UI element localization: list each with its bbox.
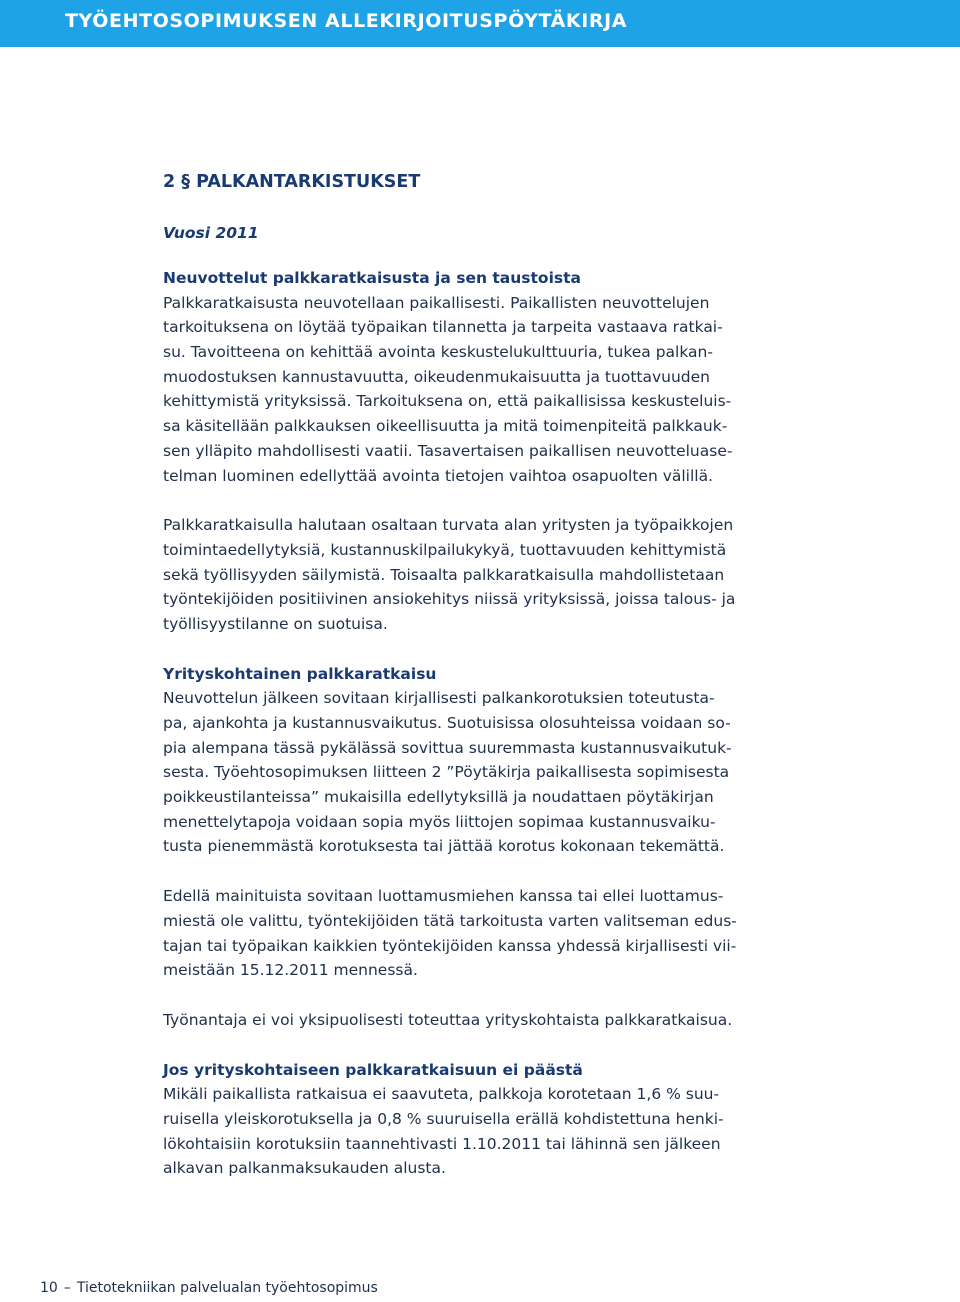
body-paragraph	[163, 884, 773, 983]
document-header-title: TYÖEHTOSOPIMUKSEN ALLEKIRJOITUSPÖYTÄKIRJA	[65, 10, 628, 32]
content-blocks	[163, 266, 773, 1181]
content-block	[163, 266, 773, 637]
body-paragraph	[163, 513, 773, 636]
text-line: toimintaedellytyksiä, kustannuskilpailukykyä, tuottavuuden kehittymistä	[163, 540, 727, 559]
text-line: työllisyystilanne on suotuisa.	[163, 614, 388, 633]
text-line: tusta pienemmästä korotuksesta tai jättää korotus kokonaan tekemättä.	[163, 837, 725, 856]
text-line: poikkeustilanteissa” mukaisilla edellytyksillä ja noudattaen pöytäkirjan	[163, 788, 714, 807]
text-line: su. Tavoitteena on kehittää avointa keskustelukulttuuria, tukea palkan-	[163, 343, 713, 362]
text-line: lökohtaisiin korotuksiin taannehtivasti 1.10.2011 tai lähinnä sen jälkeen	[163, 1134, 721, 1153]
text-line: sesta. Työehtosopimuksen liitteen 2 ”Pöytäkirja paikallisesta sopimisesta	[163, 763, 730, 782]
text-line: ruisella yleiskorotuksella ja 0,8 % suuruisella erällä kohdistettuna henki-	[163, 1109, 724, 1128]
text-line: Palkkaratkaisulla halutaan osaltaan turvata alan yritysten ja työpaikkojen	[163, 516, 734, 535]
page-footer	[40, 1280, 378, 1296]
body-paragraph	[163, 1008, 773, 1033]
text-line: Edellä mainituista sovitaan luottamusmiehen kanssa tai ellei luottamus-	[163, 887, 724, 906]
text-line: pa, ajankohta ja kustannusvaikutus. Suotuisissa olosuhteissa voidaan so-	[163, 714, 731, 733]
main-content	[163, 170, 773, 1181]
text-line: sa käsitellään palkkauksen oikeellisuutta ja mitä toimenpiteitä palkkauk-	[163, 417, 728, 436]
body-paragraph	[163, 686, 773, 859]
body-paragraph	[163, 291, 773, 489]
footer-document-title: Tietotekniikan palvelualan työehtosopimus	[76, 1280, 378, 1296]
text-line: telman luominen edellyttää avointa tietojen vaihtoa osapuolten välillä.	[163, 466, 714, 485]
block-heading: Jos yrityskohtaiseen palkkaratkaisuun ei päästä	[163, 1060, 583, 1079]
page-number: 10	[40, 1280, 58, 1296]
text-line: sen ylläpito mahdollisesti vaatii. Tasavertaisen paikallisen neuvotteluase-	[163, 441, 733, 460]
text-line: alkavan palkanmaksukauden alusta.	[163, 1159, 446, 1178]
text-line: miestä ole valittu, työntekijöiden tätä tarkoitusta varten valitseman edus-	[163, 911, 737, 930]
body-paragraph	[163, 1082, 773, 1181]
text-line: Palkkaratkaisusta neuvotellaan paikallisesti. Paikallisten neuvottelujen	[163, 293, 710, 312]
text-line: tarkoituksena on löytää työpaikan tilannetta ja tarpeita vastaava ratkai-	[163, 318, 723, 337]
text-line: muodostuksen kannustavuutta, oikeudenmukaisuutta ja tuottavuuden	[163, 367, 710, 386]
block-heading: Neuvottelut palkkaratkaisusta ja sen taustoista	[163, 269, 581, 287]
text-line: Työnantaja ei voi yksipuolisesti toteuttaa yrityskohtaista palkkaratkaisua.	[163, 1010, 733, 1029]
footer-separator: –	[63, 1280, 71, 1296]
content-block	[163, 662, 773, 1033]
text-line: työntekijöiden positiivinen ansiokehitys niissä yrityksissä, joissa talous- ja	[163, 590, 736, 609]
text-line: Neuvottelun jälkeen sovitaan kirjallisesti palkankorotuksien toteutusta-	[163, 689, 715, 708]
content-block	[163, 1058, 773, 1181]
section-year: Vuosi 2011	[163, 224, 259, 242]
text-line: meistään 15.12.2011 mennessä.	[163, 961, 418, 980]
block-heading: Yrityskohtainen palkkaratkaisu	[163, 664, 437, 683]
text-line: pia alempana tässä pykälässä sovittua suuremmasta kustannusvaikutuk-	[163, 738, 732, 757]
text-line: tajan tai työpaikan kaikkien työntekijöiden kanssa yhdessä kirjallisesti vii-	[163, 936, 737, 955]
text-line: kehittymistä yrityksissä. Tarkoituksena on, että paikallisissa keskusteluis-	[163, 392, 732, 411]
text-line: Mikäli paikallista ratkaisua ei saavuteta, palkkoja korotetaan 1,6 % suu-	[163, 1085, 720, 1104]
section-heading: 2 § PALKANTARKISTUKSET	[163, 172, 421, 192]
text-line: sekä työllisyyden säilymistä. Toisaalta palkkaratkaisulla mahdollistetaan	[163, 565, 725, 584]
text-line: menettelytapoja voidaan sopia myös liittojen sopimaa kustannusvaiku-	[163, 812, 716, 831]
